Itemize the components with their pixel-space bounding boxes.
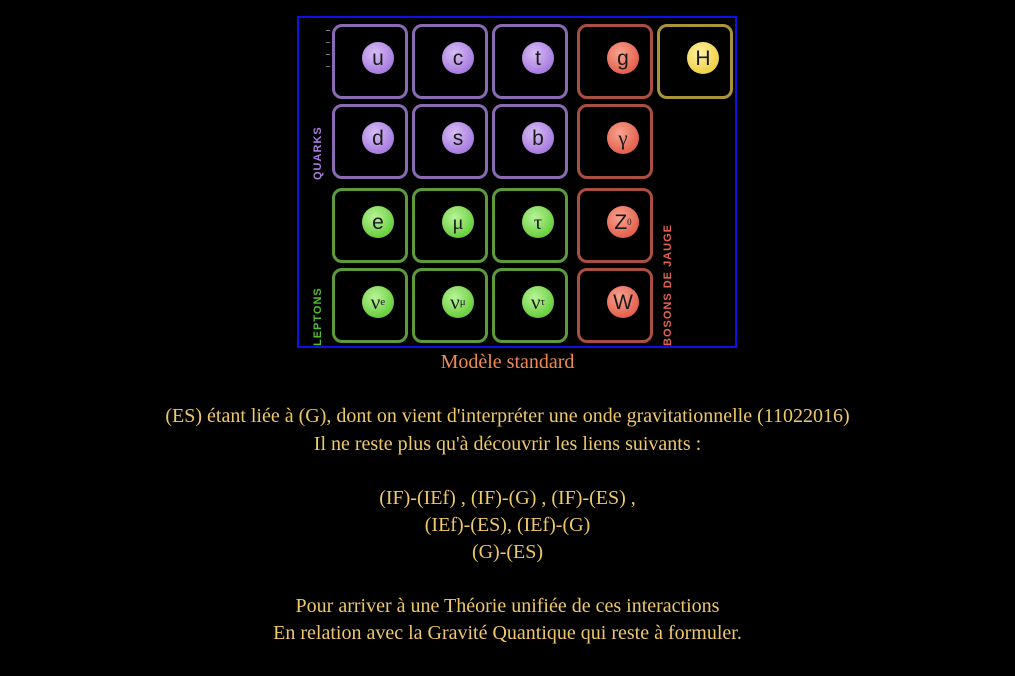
tick-marks [326,30,330,70]
gauge-bosons-label: BOSONS DE JAUGE [662,224,674,346]
particle-cell-strange [412,104,488,179]
particle-symbol: μ [452,209,464,234]
particle-subscript: τ [540,295,545,308]
particle-symbol: t [535,46,541,70]
particle-symbol: ν [450,289,460,314]
text-line-4: (IEf)-(ES), (IEf)-(G) [424,514,591,536]
particle-cell-tau-neutrino [492,268,568,343]
particle-tau-neutrino [522,286,554,318]
particle-cell-higgs [657,24,733,99]
particle-cell-top [492,24,568,99]
diagram-caption: Modèle standard [440,351,575,373]
particle-photon [607,122,639,154]
particle-gluon [607,42,639,74]
text-line-1: (ES) étant liée à (G), dont on vient d'interpréter une onde gravitationnelle (11022016) [165,405,850,427]
particle-symbol: H [695,46,711,70]
particle-cell-charm [412,24,488,99]
particle-symbol: τ [533,209,543,234]
particle-cell-w-boson [577,268,653,343]
text-line-7: En relation avec la Gravité Quantique qui reste à formuler. [273,622,742,644]
particle-symbol: ν [531,289,541,314]
quarks-label: QUARKS [312,126,324,180]
particle-cell-bottom [492,104,568,179]
leptons-label: LEPTONS [312,287,324,346]
particle-muon-neutrino [442,286,474,318]
particle-electron [362,206,394,238]
particle-charm [442,42,474,74]
particle-symbol: γ [618,125,628,150]
particle-superscript: 0 [627,216,632,227]
particle-electron-neutrino [362,286,394,318]
particle-up [362,42,394,74]
particle-w-boson [607,286,639,318]
particle-cell-muon [412,188,488,263]
particle-symbol: u [372,46,384,70]
particle-cell-gluon [577,24,653,99]
particle-bottom [522,122,554,154]
particle-cell-electron-neutrino [332,268,408,343]
particle-tau [522,206,554,238]
particle-subscript: μ [459,295,466,308]
text-line-6: Pour arriver à une Théorie unifiée de ces interactions [295,595,720,617]
particle-cell-down [332,104,408,179]
particle-muon [442,206,474,238]
particle-cell-electron [332,188,408,263]
particle-down [362,122,394,154]
particle-cell-tau [492,188,568,263]
particle-symbol: d [372,126,384,150]
particle-symbol: Z [614,210,628,234]
particle-cell-muon-neutrino [412,268,488,343]
text-line-3: (IF)-(IEf) , (IF)-(G) , (IF)-(ES) , [379,487,636,509]
particle-cell-z-boson [577,188,653,263]
particle-subscript: e [380,295,386,308]
particle-symbol: e [372,210,384,234]
particle-strange [442,122,474,154]
particle-symbol: c [452,46,464,70]
text-line-2: Il ne reste plus qu'à découvrir les liens suivants : [313,433,702,455]
text-line-5: (G)-(ES) [471,541,544,563]
particle-top [522,42,554,74]
particle-cell-up [332,24,408,99]
particle-symbol: b [532,126,544,150]
particle-symbol: W [613,290,633,314]
particle-symbol: g [617,46,629,70]
particle-cell-photon [577,104,653,179]
particle-higgs [687,42,719,74]
particle-z-boson [607,206,639,238]
particle-symbol: ν [370,289,381,314]
particle-symbol: s [452,126,464,150]
